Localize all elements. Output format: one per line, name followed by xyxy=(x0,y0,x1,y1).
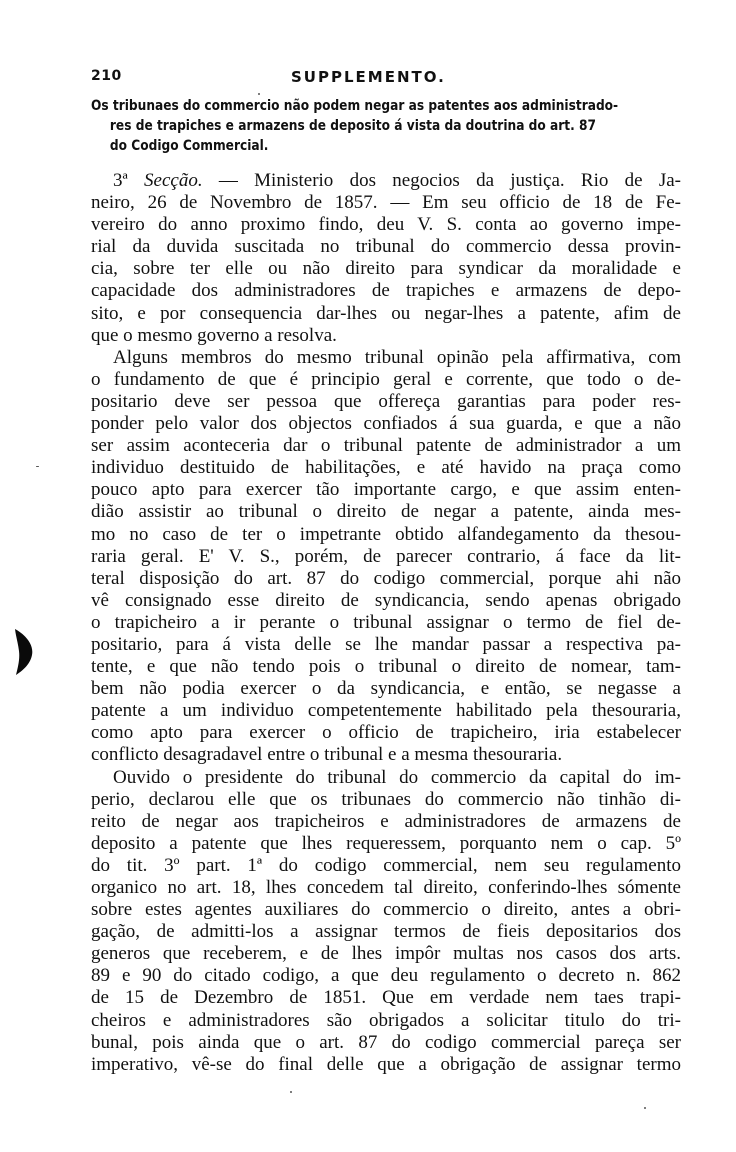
paragraph-line: deposito a patente que lhes requeressem, porquanto nem o cap. 5º xyxy=(91,832,681,854)
paragraph-line: capacidade dos administradores de trapiches e armazens de depo- xyxy=(91,280,681,302)
running-head xyxy=(91,68,681,90)
paragraph-line: raria geral. E' V. S., porém, de parecer contrario, á face da lit- xyxy=(91,545,681,567)
paragraph-line: mo no caso de ter o impetrante obtido alfandegamento da thesou- xyxy=(91,523,681,545)
paragraph-line: conflicto desagradavel entre o tribunal e a mesma thesouraria. xyxy=(91,744,563,766)
summary-line: do Codigo Commercial. xyxy=(109,138,269,154)
scan-speck xyxy=(36,466,39,467)
page-number: 210 xyxy=(91,68,122,84)
paragraph-line: positario, para á vista delle se lhe mandar passar a respectiva pa- xyxy=(91,633,681,655)
section-name: Secção. xyxy=(144,170,203,191)
paragraph-line: gação, de admitti-los a assignar termos de fieis depositarios dos xyxy=(91,921,681,943)
paragraph-line: vereiro do anno proximo findo, deu V. S. conta ao governo impe- xyxy=(91,214,681,236)
paragraph-line: imperativo, vê-se do final delle que a obrigação de assignar termo xyxy=(91,1053,681,1075)
paragraph-line: positario deve ser pessoa que offereça garantias para poder res- xyxy=(91,390,681,412)
summary-line: res de trapiches e armazens de deposito á vista da doutrina do art. 87 xyxy=(109,118,596,134)
paragraph-line: patente a um individuo competentemente habilitado pela thesouraria, xyxy=(91,700,681,722)
paragraph-line: sobre estes agentes auxiliares do commercio o direito, antes a obri- xyxy=(91,899,681,921)
paragraph-line: o trapicheiro a ir perante o tribunal assignar o termo de fiel de- xyxy=(91,611,681,633)
paragraph-line: pouco apto para exercer tão importante cargo, e que assim enten- xyxy=(91,479,681,501)
paragraph-line: Ouvido o presidente do tribunal do commercio da capital do im- xyxy=(113,766,681,788)
running-title: SUPPLEMENTO. xyxy=(291,68,446,86)
paragraph-line: bunal, pois ainda que o art. 87 do codigo commercial pareça ser xyxy=(91,1031,681,1053)
paragraph-line: cheiros e administradores são obrigados a solicitar titulo do tri- xyxy=(91,1009,681,1031)
paragraph-line: do tit. 3º part. 1ª do codigo commercial, nem seu regulamento xyxy=(91,854,681,876)
paragraph-line: individuo destituido de habilitações, e até havido na praça como xyxy=(91,457,681,479)
paragraph-line: que o mesmo governo a resolva. xyxy=(91,324,337,346)
summary-line: Os tribunaes do commercio não podem negar as patentes aos administrado- xyxy=(91,98,619,114)
paragraph-line: dião assistir ao tribunal o direito de negar a patente, ainda mes- xyxy=(91,501,681,523)
paragraph-line: como apto para exercer o officio de trapicheiro, iria estabelecer xyxy=(91,722,681,744)
section-summary xyxy=(91,96,684,156)
paragraph-line: vê consignado esse direito de syndicancia, sendo apenas obrigado xyxy=(91,589,681,611)
paragraph-line: organico no art. 18, lhes concedem tal direito, conferindo-lhes sómente xyxy=(91,877,681,898)
body-text xyxy=(91,170,681,1076)
scan-speck xyxy=(644,1107,646,1109)
paragraph-line: sito, e por consequencia dar-lhes ou negar-lhes a patente, afim de xyxy=(91,302,681,324)
ink-blot-mark xyxy=(12,627,36,677)
paragraph-line: 89 e 90 do citado codigo, a que deu regulamento o decreto n. 862 xyxy=(91,965,681,987)
paragraph-line: cia, sobre ter elle ou não direito para syndicar da moralidade e xyxy=(91,258,681,280)
paragraph-line: tente, e que não tendo pois o tribunal o direito de nomear, tam- xyxy=(91,656,681,678)
paragraph-line: ponder pelo valor dos objectos confiados á sua guarda, e que a não xyxy=(91,413,681,435)
scan-speck xyxy=(258,93,260,95)
paragraph-line: perio, declarou elle que os tribunaes do commercio não tinhão di- xyxy=(91,788,681,810)
paragraph-line: reito de negar aos trapicheiros e administradores de armazens de xyxy=(91,810,681,832)
paragraph-line: Alguns membros do mesmo tribunal opinão pela affirmativa, com xyxy=(113,346,681,368)
paragraph-line: ser assim aconteceria dar o tribunal patente de administrador a um xyxy=(91,435,681,457)
paragraph-line: bem não podia exercer o da syndicancia, e então, se negasse a xyxy=(91,678,681,700)
scan-speck xyxy=(290,1091,292,1093)
paragraph-line: o fundamento de que é principio geral e corrente, que todo o de- xyxy=(91,368,681,390)
paragraph-line: de 15 de Dezembro de 1851. Que em verdade nem taes trapi- xyxy=(91,987,681,1009)
paragraph-line: rial da duvida suscitada no tribunal do commercio dessa provin- xyxy=(91,236,681,258)
section-number: 3ª xyxy=(113,170,128,191)
paragraph-line: neiro, 26 de Novembro de 1857. — Em seu officio de 18 de Fe- xyxy=(91,192,681,214)
paragraph-line: generos que receberem, e de lhes impôr multas nos casos dos arts. xyxy=(91,943,681,965)
paragraph-line: 3ª Secção. — Ministerio dos negocios da justiça. Rio de Ja- xyxy=(113,170,681,191)
paragraph-line: teral disposição do art. 87 do codigo commercial, porque ahi não xyxy=(91,567,681,589)
